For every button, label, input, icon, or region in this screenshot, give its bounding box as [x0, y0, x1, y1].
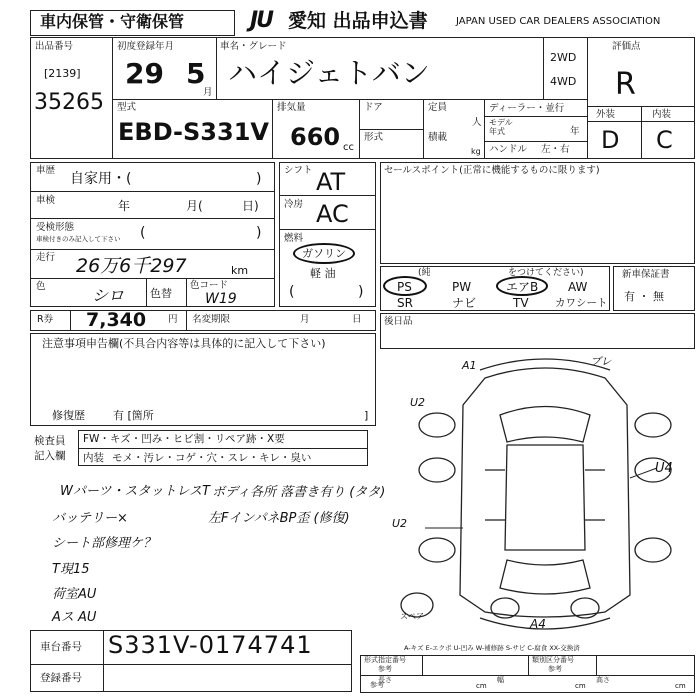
- displacement-value: 660: [290, 123, 341, 151]
- equipment-header: (純: [418, 268, 431, 278]
- car-name-value: ハイジェトバン: [228, 56, 430, 90]
- mark-b2-top: ブレ: [590, 355, 612, 368]
- tax-day: 日: [352, 314, 362, 325]
- recycle-unit: 円: [168, 314, 178, 325]
- inspector-label-1: 検査員: [34, 435, 66, 447]
- notes-label: 注意事項申告欄(不具合内容等は具体的に記入して下さい): [42, 337, 326, 350]
- equip-airbag: エアB: [506, 280, 539, 294]
- model-value: EBD-S331V: [118, 118, 269, 146]
- cert-height: 高さ: [596, 676, 610, 684]
- cert-height-unit: cm: [675, 682, 686, 690]
- hand-note-right-1: ボディ各所 落書き有り (タタ): [212, 485, 386, 500]
- registration-label: 初度登録年月: [117, 41, 175, 52]
- cert-label-1: 形式指定番号: [364, 656, 406, 664]
- association-name: JAPAN USED CAR DEALERS ASSOCIATION: [456, 16, 661, 27]
- fuel-open: (: [289, 284, 295, 300]
- handle-label: ハンドル: [489, 144, 528, 155]
- inspection-year: 年: [118, 199, 131, 213]
- fuel-gasoline: ガソリン: [302, 247, 346, 260]
- wheel-fl-side: [419, 458, 455, 482]
- late-items-box: [380, 313, 695, 349]
- drive-2wd: 2WD: [550, 51, 577, 64]
- color-value: シロ: [92, 286, 125, 305]
- cert-label-4: 参考: [548, 665, 562, 673]
- sales-points-label: セールスポイント(正常に機能するものに限ります): [384, 165, 600, 176]
- load-label: 積載: [428, 132, 448, 143]
- inspection-day: 日): [242, 199, 259, 213]
- mark-u4: U4: [655, 461, 673, 476]
- tax-label: 名変期限: [192, 314, 231, 325]
- exterior-label: 外装: [596, 109, 616, 120]
- chassis-value: S331V-0174741: [108, 631, 313, 659]
- capacity-label: 定員: [428, 102, 448, 113]
- fuel-diesel: 軽 油: [310, 267, 336, 280]
- spare-label: スペア: [400, 612, 424, 621]
- fuel-label: 燃料: [284, 233, 304, 244]
- cert-ref: 参考: [370, 681, 384, 689]
- car-body-diagram: [395, 350, 695, 640]
- cert-length-unit: cm: [476, 682, 487, 690]
- hand-note-right-2: 左FインパネBP歪 (修復): [208, 511, 350, 526]
- mark-a4: A4: [530, 617, 546, 631]
- ju-logo: JU: [250, 8, 273, 33]
- handle-options: 左・右: [541, 144, 570, 155]
- color-change-label: 色替: [150, 287, 172, 300]
- model-label: 型式: [117, 102, 137, 113]
- history-close: ): [256, 171, 262, 187]
- cert-length: 長さ: [378, 676, 392, 684]
- wheel-rr: [635, 538, 671, 562]
- plate-label: 登録番号: [40, 672, 82, 684]
- history-value: 自家用・(: [70, 171, 132, 187]
- recycle-label: R券: [37, 314, 54, 325]
- registration-month: 5: [186, 57, 206, 90]
- cert-label-2: 参考: [378, 665, 392, 673]
- wheel-fl: [419, 413, 455, 437]
- lot-number-label: 出品番号: [35, 41, 74, 52]
- car-name-label: 車名・グレード: [220, 41, 287, 52]
- dealer-label: ディーラー・並行: [489, 103, 565, 114]
- shift-value: AT: [316, 168, 346, 196]
- mark-u2-top: U2: [410, 396, 426, 409]
- hand-note-4: T現15: [52, 562, 90, 577]
- model-year-label: モデル 年式: [489, 118, 513, 136]
- repair-value: 有 [箇所: [113, 409, 154, 422]
- inspection-month: 月(: [186, 199, 203, 213]
- form-title: 愛知 出品申込書: [288, 10, 428, 32]
- aircon-value: AC: [316, 200, 349, 228]
- repair-close: ]: [364, 409, 369, 422]
- equip-ps: PS: [397, 280, 412, 294]
- interior-grade: C: [656, 126, 673, 154]
- hand-note-2: バッテリー×: [52, 511, 128, 526]
- exterior-grade: D: [601, 126, 620, 154]
- late-items-label: 後日品: [384, 316, 413, 327]
- equip-navi: ナビ: [452, 296, 477, 310]
- wheel-rl: [419, 538, 455, 562]
- body-outline: [460, 368, 630, 617]
- inspector-interior-prefix: 内装: [83, 452, 104, 464]
- equip-tv: TV: [513, 296, 529, 310]
- doors-label: ドア: [364, 102, 383, 113]
- hand-note-3: シート部修理ケ？: [52, 536, 157, 551]
- color-code: W19: [205, 291, 237, 307]
- chassis-label: 車台番号: [40, 641, 82, 653]
- recipient-label: 受検形態: [36, 222, 75, 233]
- history-label: 車歴: [36, 165, 56, 176]
- aircon-label: 冷房: [284, 199, 304, 210]
- mark-u2-mid: U2: [392, 517, 408, 530]
- inspector-label-2: 記入欄: [34, 450, 66, 462]
- color-label: 色: [36, 281, 46, 292]
- registration-year: 29: [125, 57, 164, 90]
- cert-width: 幅: [497, 676, 504, 684]
- repair-label: 修復歴: [52, 409, 85, 422]
- inspection-label: 車検: [36, 195, 56, 206]
- hand-note-1: Wパーツ・スタットレスT: [60, 484, 210, 499]
- wheel-fr: [635, 413, 671, 437]
- fuel-close: ): [358, 284, 364, 300]
- mileage-value: 26万6千297: [76, 255, 187, 277]
- hand-note-5: 荷室AU: [52, 587, 97, 602]
- lot-number: 35265: [34, 90, 104, 115]
- shape-label: 形式: [364, 132, 384, 143]
- recycle-value: 7,340: [86, 309, 147, 331]
- equip-seat: カワシート: [555, 297, 608, 309]
- load-unit: kg: [471, 147, 481, 156]
- inspector-fw-line: FW・キズ・凹み・ヒビ割・リペア跡・X要: [83, 433, 285, 445]
- equip-pw: PW: [452, 280, 472, 294]
- recipient-close: ): [256, 225, 262, 241]
- inspector-interior-line: モメ・汚レ・コゲ・穴・スレ・キレ・臭い: [112, 452, 312, 464]
- cabin: [505, 445, 585, 550]
- warranty-options: 有 ・ 無: [624, 290, 664, 303]
- mark-a1: A1: [462, 359, 477, 372]
- storage-type: 車内保管・守衛保管: [40, 12, 185, 31]
- equip-aw: AW: [568, 280, 588, 294]
- grade-value: R: [615, 67, 636, 102]
- color-code-label: 色コード: [190, 280, 229, 291]
- rear-glass: [500, 560, 590, 594]
- damage-legend: A-キズ E-エクボ U-凹み W-補修跡 S-サビ C-腐食 XX-交換済: [404, 644, 580, 652]
- capacity-unit: 人: [472, 117, 482, 128]
- lot-sub-number: [2139]: [44, 67, 81, 80]
- tax-month: 月: [300, 314, 310, 325]
- warranty-label: 新車保証書: [622, 269, 670, 280]
- cert-label-3: 類別区分番号: [532, 656, 574, 664]
- grade-label: 評価点: [612, 41, 641, 52]
- displacement-label: 排気量: [277, 102, 306, 113]
- hand-note-6: Aス AU: [52, 610, 97, 625]
- drive-4wd: 4WD: [550, 75, 577, 88]
- cert-width-unit: cm: [575, 682, 586, 690]
- mileage-label: 走行: [36, 252, 56, 263]
- equipment-header-tail: をつけてください): [508, 268, 584, 278]
- recipient-open: (: [140, 225, 146, 241]
- front-glass: [500, 407, 590, 443]
- equip-sr: SR: [397, 296, 413, 310]
- recipient-note: 車検付きのみ記入して下さい: [36, 235, 121, 243]
- displacement-unit: cc: [343, 142, 354, 153]
- registration-month-unit: 月: [203, 87, 213, 98]
- shift-label: シフト: [284, 165, 313, 176]
- mileage-unit: km: [231, 264, 249, 277]
- sales-points-box: [380, 162, 695, 264]
- model-year-unit: 年: [570, 126, 580, 137]
- interior-label: 内装: [652, 109, 672, 120]
